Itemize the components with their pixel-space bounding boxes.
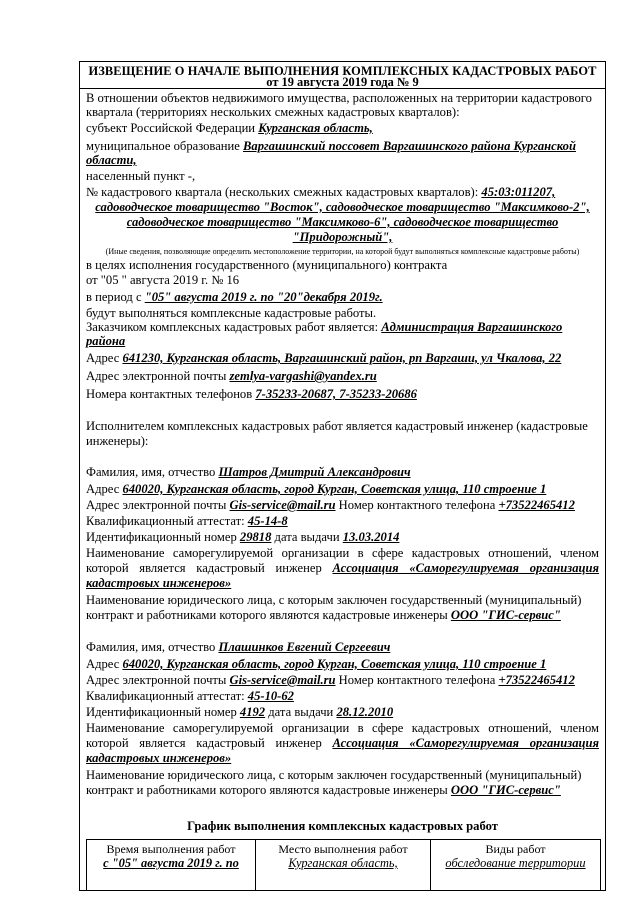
engineer-legal-line-2 xyxy=(86,608,599,622)
engineer-email-link[interactable]: Gis-service@mail.ru xyxy=(229,673,336,687)
municipality-line xyxy=(86,139,599,153)
engineer-sro-value-2: кадастровых инженеров» xyxy=(86,576,232,590)
customer-line-2 xyxy=(86,334,599,348)
engineer-legal-label: контракт и работниками которого являются кадастровые инженеры xyxy=(86,608,448,622)
engineer-address-line xyxy=(86,657,599,671)
subject-value: Курганская область, xyxy=(258,121,373,135)
notice-frame xyxy=(79,61,606,891)
contract-line-2: от "05 " августа 2019 г. № 16 xyxy=(86,273,240,287)
engineer-address: 640020, Курганская область, город Курган, Советская улица, 110 строение 1 xyxy=(122,482,547,496)
customer-value: Администрация Варгашинского xyxy=(381,320,563,334)
engineer-id-line xyxy=(86,530,599,544)
engineer-address-label: Адрес xyxy=(86,482,120,496)
engineer-sro-value-2: кадастровых инженеров» xyxy=(86,751,232,765)
engineer-sro-line-1: Наименование саморегулируемой организации в сфере кадастровых отношений, членом xyxy=(86,721,599,735)
intro-line-2: квартала (территориях нескольких смежных кадастровых кварталов): xyxy=(86,105,460,119)
customer-email-line xyxy=(86,369,599,383)
notice-title: ИЗВЕЩЕНИЕ О НАЧАЛЕ ВЫПОЛНЕНИЯ КОМПЛЕКСНЫХ КАДАСТРОВЫХ РАБОТ xyxy=(88,64,597,78)
quarter-value: 45:03:011207, xyxy=(481,185,556,199)
period-label: в период с xyxy=(86,290,142,304)
contract-line-4: будут выполняться комплексные кадастровые работы. xyxy=(86,306,377,320)
engineer-sro-label: которой является кадастровый инженер xyxy=(86,736,322,750)
quarter-line xyxy=(86,185,599,199)
engineer-cert-line xyxy=(86,689,599,703)
engineer-email-label: Адрес электронной почты xyxy=(86,673,227,687)
engineer-cert-line xyxy=(86,514,599,528)
engineer-address: 640020, Курганская область, город Курган, Советская улица, 110 строение 1 xyxy=(122,657,547,671)
schedule-header-place: Место выполнения работ xyxy=(278,842,408,856)
customer-address-line xyxy=(86,351,599,365)
engineer-name-line xyxy=(86,640,599,654)
engineer-sro-value: Ассоциация «Саморегулируемая организация xyxy=(332,736,599,750)
schedule-title: График выполнения комплексных кадастровых работ xyxy=(187,819,498,833)
engineer-legal-line-1: Наименование юридического лица, с которым заключен государственный (муниципальный) xyxy=(86,593,582,607)
engineer-issue-label: дата выдачи xyxy=(268,705,334,719)
engineer-sro-value: Ассоциация «Саморегулируемая организация xyxy=(332,561,599,575)
engineer-issue-date: 13.03.2014 xyxy=(342,530,400,544)
engineer-email-label: Адрес электронной почты xyxy=(86,498,227,512)
title-divider xyxy=(80,88,605,89)
engineer-phone: +73522465412 xyxy=(498,673,575,687)
customer-address-label: Адрес xyxy=(86,351,120,365)
customer-phones-value: 7-35233-20687, 7-35233-20686 xyxy=(255,387,417,401)
customer-line xyxy=(86,320,599,334)
customer-phones-label: Номера контактных телефонов xyxy=(86,387,253,401)
engineer-sro-line-2 xyxy=(86,736,599,750)
engineer-id: 4192 xyxy=(239,705,266,719)
engineer-contact-line xyxy=(86,673,599,687)
engineer-legal-line-1: Наименование юридического лица, с которым заключен государственный (муниципальный) xyxy=(86,768,582,782)
engineer-email-link[interactable]: Gis-service@mail.ru xyxy=(229,498,336,512)
customer-email-link[interactable]: zemlya-vargashi@yandex.ru xyxy=(229,369,377,383)
customer-phones-line xyxy=(86,387,599,401)
engineer-sro-line-2 xyxy=(86,561,599,575)
schedule-header-time: Время выполнения работ xyxy=(106,842,236,856)
executor-intro-line-2: инженеры): xyxy=(86,434,149,448)
engineer-issue-date: 28.12.2010 xyxy=(336,705,394,719)
engineer-id-label: Идентификационный номер xyxy=(86,530,237,544)
engineer-name: Плашинков Евгений Сергеевич xyxy=(218,640,391,654)
engineer-name-label: Фамилия, имя, отчество xyxy=(86,465,216,479)
schedule-col-type xyxy=(430,839,601,891)
municipality-label: муниципальное образование xyxy=(86,139,240,153)
engineer-name-label: Фамилия, имя, отчество xyxy=(86,640,216,654)
engineer-legal-value: ООО "ГИС-сервис" xyxy=(450,608,561,622)
schedule-cell-type: обследование территории xyxy=(445,856,586,870)
engineer-legal-line-2 xyxy=(86,783,599,797)
engineer-sro-line-3 xyxy=(86,751,599,765)
schedule-cell-place: Курганская область, xyxy=(288,856,398,870)
engineer-address-line xyxy=(86,482,599,496)
quarter-label: № кадастрового квартала (нескольких смежных кадастровых кварталов): xyxy=(86,185,479,199)
engineer-name: Шатров Дмитрий Александрович xyxy=(218,465,411,479)
schedule-cell-time: с "05" августа 2019 г. по xyxy=(103,856,239,870)
intro-line-1: В отношении объектов недвижимого имущества, расположенных на территории кадастрового xyxy=(86,91,592,105)
engineer-address-label: Адрес xyxy=(86,657,120,671)
engineer-sro-line-3 xyxy=(86,576,599,590)
engineer-name-line xyxy=(86,465,599,479)
notice-date: от 19 августа 2019 года № 9 xyxy=(266,75,419,89)
engineer-phone-label: Номер контактного телефона xyxy=(338,498,496,512)
municipality-value: Варгашинский поссовет Варгашинского района Курганской xyxy=(243,139,576,153)
engineer-legal-label: контракт и работниками которого являются кадастровые инженеры xyxy=(86,783,448,797)
engineer-legal-value: ООО "ГИС-сервис" xyxy=(450,783,561,797)
engineer-contact-line xyxy=(86,498,599,512)
municipality-line-2 xyxy=(86,153,599,167)
quarter-line-4: "Придорожный", xyxy=(292,230,393,244)
schedule-header-type: Виды работ xyxy=(485,842,546,856)
customer-email-label: Адрес электронной почты xyxy=(86,369,227,383)
quarter-line-3: садоводческое товарищество "Максимково-6", садоводческое товарищество xyxy=(126,215,559,229)
engineer-sro-label: которой является кадастровый инженер xyxy=(86,561,322,575)
schedule-col-time xyxy=(86,839,256,891)
engineer-cert-label: Квалификационный аттестат: xyxy=(86,689,245,703)
location-note: (Иные сведения, позволяющие определить местоположение территории, на которой будут выполняться комплексные кадастровые работы) xyxy=(105,247,580,256)
engineer-issue-label: дата выдачи xyxy=(274,530,340,544)
subject-line xyxy=(86,121,599,135)
engineer-cert: 45-14-8 xyxy=(247,514,288,528)
period-value: "05" августа 2019 г. по "20"декабря 2019г. xyxy=(144,290,383,304)
engineer-cert-label: Квалификационный аттестат: xyxy=(86,514,245,528)
quarter-line-2: садоводческое товарищество "Восток", садоводческое товарищество "Максимково-2", xyxy=(95,200,590,214)
engineer-id-line xyxy=(86,705,599,719)
executor-intro-line-1: Исполнителем комплексных кадастровых работ является кадастровый инженер (кадастровые xyxy=(86,419,588,433)
subject-label: субъект Российской Федерации xyxy=(86,121,256,135)
customer-address-value: 641230, Курганская область, Варгашинский район, рп Варгаши, ул Чкалова, 22 xyxy=(122,351,562,365)
engineer-id: 29818 xyxy=(239,530,272,544)
period-line xyxy=(86,290,599,304)
engineer-phone-label: Номер контактного телефона xyxy=(338,673,496,687)
engineer-id-label: Идентификационный номер xyxy=(86,705,237,719)
municipality-value-2: области, xyxy=(86,153,137,167)
schedule-col-place xyxy=(255,839,431,891)
customer-value-2: района xyxy=(86,334,126,348)
customer-label: Заказчиком комплексных кадастровых работ является: xyxy=(86,320,379,334)
contract-line-1: в целях исполнения государственного (муниципального) контракта xyxy=(86,258,448,272)
engineer-cert: 45-10-62 xyxy=(247,689,294,703)
schedule-table xyxy=(86,839,599,891)
settlement-line: населенный пункт -, xyxy=(86,169,196,183)
engineer-phone: +73522465412 xyxy=(498,498,575,512)
engineer-sro-line-1: Наименование саморегулируемой организации в сфере кадастровых отношений, членом xyxy=(86,546,599,560)
